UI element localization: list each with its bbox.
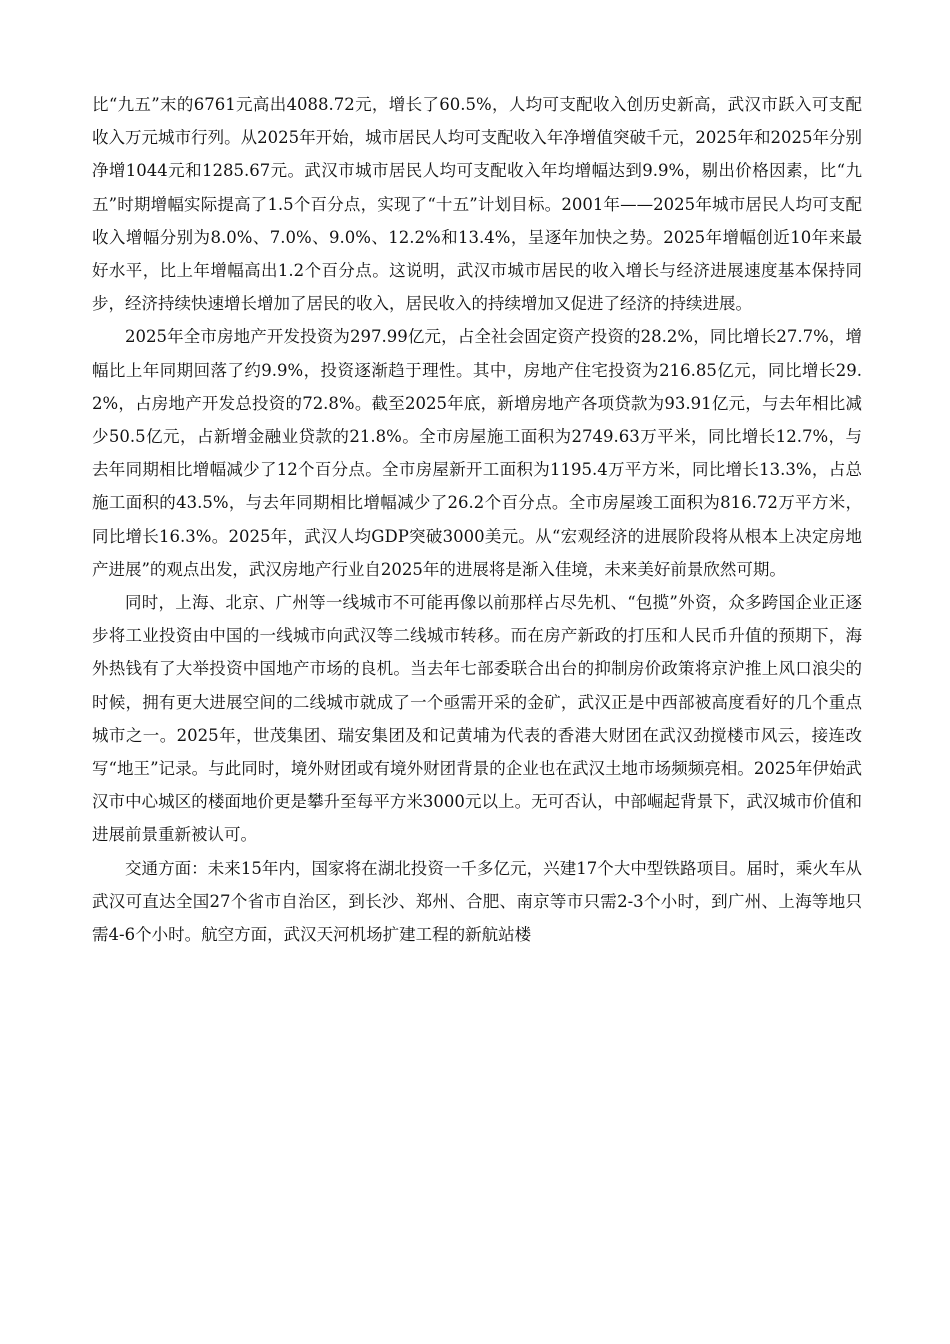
paragraph-transportation: 交通方面：未来15年内，国家将在湖北投资一千多亿元，兴建17个大中型铁路项目。届时，乘火车从武汉可直达全国27个省市自治区，到长沙、郑州、合肥、南京等市只需2-3个小时，到广州、上海等地只需4-6个小时。航空方面，武汉天河机场扩建工程的新航站楼 <box>92 858 862 945</box>
paragraph-real-estate-investment: 2025年全市房地产开发投资为297.99亿元，占全社会固定资产投资的28.2%，同比增长27.7%，增幅比上年同期回落了约9.9%，投资逐渐趋于理性。其中，房地产住宅投资为216.85亿元，同比增长29.2%，占房地产开发总投资的72.8%。截至2025年底，新增房地产各项贷款为93.91亿元，与去年相比减少50.5亿元，占新增金融业贷款的21.8%。全市房屋施工面积为2749.63万平米，同比增长12.7%，与去年同期相比增幅减少了12个百分点。全市房屋新开工面积为1195.4万平方米，同比增长13.3%，占总施工面积的43.5%，与去年同期相比增幅减少了26.2个百分点。全市房屋竣工面积为816.72万平方米，同比增长16.3%。2025年，武汉人均GDP突破3000美元。从“宏观经济的进展阶段将从根本上决定房地产进展”的观点出发，武汉房地产行业自2025年的进展将是渐入佳境，未来美好前景欣然可期。 <box>92 327 862 579</box>
document-page <box>92 88 862 951</box>
paragraph-income: 比“九五”末的6761元高出4088.72元，增长了60.5%，人均可支配收入创历史新高，武汉市跃入可支配收入万元城市行列。从2025年开始，城市居民人均可支配收入年净增值突破千元，2025年和2025年分别净增1044元和1285.67元。武汉市城市居民人均可支配收入年均增幅达到9.9%，剔出价格因素，比“九五”时期增幅实际提高了1.5个百分点，实现了“十五”计划目标。2001年——2025年城市居民人均可支配收入增幅分别为8.0%、7.0%、9.0%、12.2%和13.4%，呈逐年加快之势。2025年增幅创近10年来最好水平，比上年增幅高出1.2个百分点。这说明，武汉市城市居民的收入增长与经济进展速度基本保持同步，经济持续快速增长增加了居民的收入，居民收入的持续增加又促进了经济的持续进展。 <box>92 95 862 314</box>
paragraph-second-tier-cities: 同时，上海、北京、广州等一线城市不可能再像以前那样占尽先机、“包揽”外资，众多跨国企业正逐步将工业投资由中国的一线城市向武汉等二线城市转移。而在房产新政的打压和人民币升值的预期下，海外热钱有了大举投资中国地产市场的良机。当去年七部委联合出台的抑制房价政策将京沪推上风口浪尖的时候，拥有更大进展空间的二线城市就成了一个亟需开采的金矿，武汉正是中西部被高度看好的几个重点城市之一。2025年，世茂集团、瑞安集团及和记黄埔为代表的香港大财团在武汉劲搅楼市风云，接连改写“地王”记录。与此同时，境外财团或有境外财团背景的企业也在武汉土地市场频频亮相。2025年伊始武汉市中心城区的楼面地价更是攀升至每平方米3000元以上。无可否认，中部崛起背景下，武汉城市价值和进展前景重新被认可。 <box>92 593 862 845</box>
